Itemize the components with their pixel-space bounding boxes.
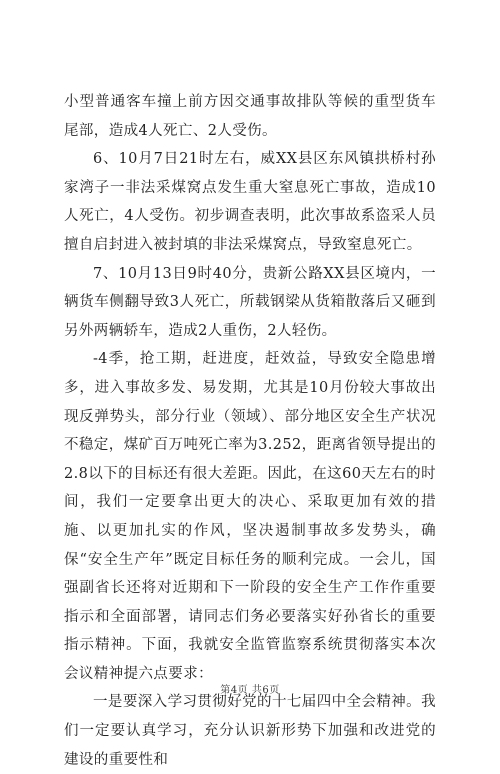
paragraph-5: 一是要深入学习贯彻好党的十七届四中全会精神。我们一定要认真学习，充分认识新形势下加强和改进党的建设的重要性和 — [64, 694, 436, 768]
paragraph-3: 7、10月13日9时40分，贵新公路XX县区境内，一辆货车侧翻导致3人死亡，所载钢梁从货箱散落后又砸到另外两辆轿车，造成2人重伤，2人轻伤。 — [64, 265, 436, 339]
paragraph-1: 小型普通客车撞上前方因交通事故排队等候的重型货车尾部，造成4人死亡、2人受伤。 — [64, 94, 436, 139]
document-body — [64, 88, 436, 774]
paragraph-4: -4季，抢工期，赶进度，赶效益，导致安全隐患增多，进入事故多发、易发期，尤其是10月份较大事故出现反弹势头，部分行业（领域）、部分地区安全生产状况不稳定，煤矿百万吨死亡率为3.252，距离省领导提出的2.8以下的目标还有很大差距。因此，在这60天左右的时间，我们一定要拿出更大的决心、采取更加有效的措施、以更加扎实的作风，坚决遏制事故多发势头，确保“安全生产年”既定目标任务的顺利完成。一会儿，国强副省长还将对近期和下一阶段的安全生产工作作重要指示和全面部署，请同志们务必要落实好孙省长的重要指示精神。下面，我就安全监管监察系统贯彻落实本次会议精神提六点要求： — [64, 351, 436, 682]
paragraph-2: 6、10月7日21时左右，威XX县区东风镇拱桥村孙家湾子一非法采煤窝点发生重大窒息死亡事故，造成10人死亡，4人受伤。初步调查表明，此次事故系盗采人员擅自启封进入被封填的非法采煤窝点，导致窒息死亡。 — [64, 151, 436, 253]
page-footer: 第4页 共6页 — [220, 685, 280, 696]
